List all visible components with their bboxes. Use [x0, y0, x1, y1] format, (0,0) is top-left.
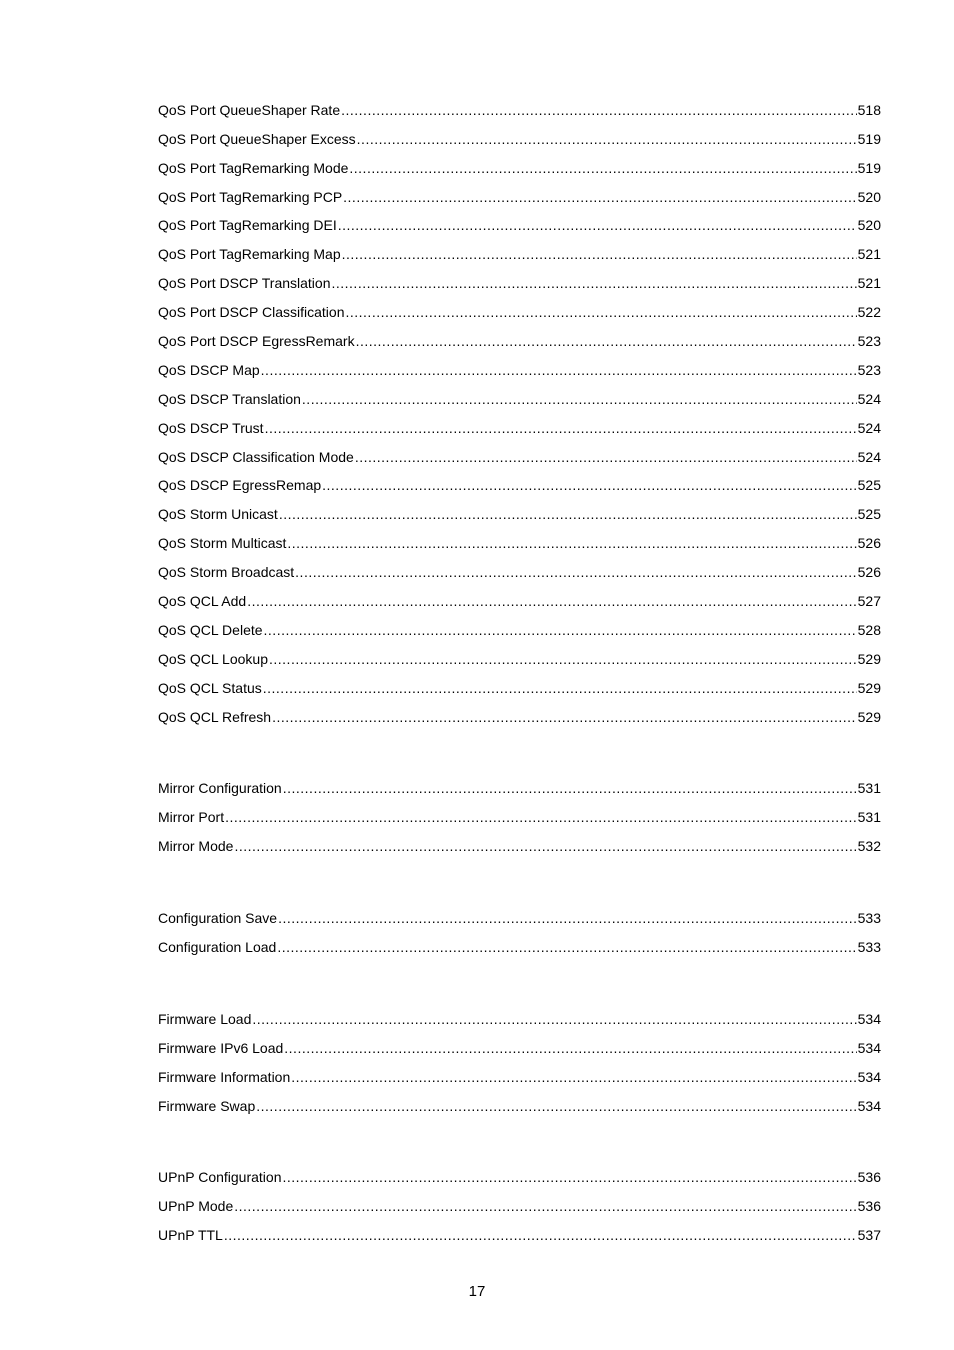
toc-entry-page-number: 519 [857, 159, 881, 176]
dot-leader [356, 333, 857, 349]
toc-entry-title: QoS DSCP EgressRemap [158, 477, 322, 494]
dot-leader [331, 275, 856, 291]
toc-entry-title: QoS Port TagRemarking Mode [158, 159, 349, 176]
toc-entry-page-number: 529 [857, 679, 881, 696]
toc-entry-page-number: 521 [857, 246, 881, 263]
toc-entry-title: Configuration Save [158, 909, 278, 926]
toc-entry-title: Mirror Configuration [158, 779, 282, 796]
toc-entry[interactable] [158, 233, 881, 262]
toc-entry[interactable] [158, 262, 881, 291]
toc-entry[interactable] [158, 522, 881, 551]
dot-leader [302, 391, 857, 407]
toc-entry[interactable] [158, 118, 881, 147]
toc-entry-title: UPnP Configuration [158, 1168, 282, 1185]
dot-leader [341, 102, 857, 118]
toc-entry[interactable] [158, 407, 881, 436]
toc-entry-page-number: 534 [857, 1039, 881, 1056]
toc-entry-page-number: 533 [857, 909, 881, 926]
toc-entry[interactable] [158, 897, 881, 926]
dot-leader [338, 217, 857, 233]
dot-leader [283, 780, 857, 796]
dot-leader [234, 838, 856, 854]
toc-entry-title: Firmware Swap [158, 1097, 256, 1114]
dot-leader [282, 1169, 856, 1185]
toc-entry-page-number: 520 [857, 188, 881, 205]
toc-entry[interactable] [158, 349, 881, 378]
toc-entry-page-number: 522 [857, 304, 881, 321]
dot-leader [252, 1011, 856, 1027]
toc-entry-title: UPnP Mode [158, 1197, 234, 1214]
toc-section-qos [158, 89, 881, 725]
toc-entry-page-number: 533 [857, 938, 881, 955]
toc-entry[interactable] [158, 89, 881, 118]
toc-entry-page-number: 527 [857, 593, 881, 610]
toc-entry-page-number: 536 [857, 1197, 881, 1214]
dot-leader [272, 709, 857, 725]
toc-entry[interactable] [158, 493, 881, 522]
toc-entry-title: Firmware IPv6 Load [158, 1039, 284, 1056]
toc-entry[interactable] [158, 1156, 881, 1185]
dot-leader [261, 362, 857, 378]
toc-entry-page-number: 524 [857, 419, 881, 436]
toc-entry-title: Firmware Load [158, 1010, 252, 1027]
toc-entry-page-number: 531 [857, 779, 881, 796]
dot-leader [269, 651, 857, 667]
toc-entry[interactable] [158, 378, 881, 407]
toc-entry-title: QoS QCL Add [158, 593, 247, 610]
dot-leader [263, 680, 857, 696]
dot-leader [357, 131, 857, 147]
toc-entry[interactable] [158, 926, 881, 955]
toc-entry[interactable] [158, 176, 881, 205]
toc-entry[interactable] [158, 638, 881, 667]
dot-leader [265, 420, 857, 436]
toc-entry-page-number: 532 [857, 837, 881, 854]
toc-entry-page-number: 521 [857, 275, 881, 292]
toc-entry-title: QoS Port QueueShaper Rate [158, 101, 341, 118]
toc-entry-page-number: 534 [857, 1068, 881, 1085]
toc-entry-title: QoS DSCP Trust [158, 419, 264, 436]
toc-entry[interactable] [158, 205, 881, 234]
dot-leader [355, 449, 857, 465]
toc-entry[interactable] [158, 1185, 881, 1214]
toc-entry-title: QoS QCL Status [158, 679, 262, 696]
toc-entry[interactable] [158, 436, 881, 465]
toc-entry[interactable] [158, 1085, 881, 1114]
dot-leader [278, 910, 857, 926]
dot-leader [284, 1040, 856, 1056]
toc-entry-title: UPnP TTL [158, 1226, 223, 1243]
dot-leader [277, 939, 856, 955]
toc-entry[interactable] [158, 667, 881, 696]
toc-entry-page-number: 537 [857, 1226, 881, 1243]
toc-entry[interactable] [158, 825, 881, 854]
dot-leader [295, 564, 856, 580]
toc-entry-page-number: 523 [857, 361, 881, 378]
toc-entry-title: QoS Port QueueShaper Excess [158, 130, 356, 147]
dot-leader [247, 593, 856, 609]
toc-entry[interactable] [158, 998, 881, 1027]
toc-section-configuration [158, 897, 881, 955]
toc-entry[interactable] [158, 465, 881, 494]
toc-entry[interactable] [158, 1056, 881, 1085]
toc-entry-page-number: 524 [857, 390, 881, 407]
toc-entry-title: QoS Storm Unicast [158, 506, 278, 523]
toc-entry-page-number: 534 [857, 1010, 881, 1027]
toc-entry-title: QoS Port DSCP Classification [158, 304, 345, 321]
dot-leader [225, 809, 857, 825]
dot-leader [342, 246, 857, 262]
toc-entry-title: QoS Storm Broadcast [158, 564, 295, 581]
toc-entry-page-number: 531 [857, 808, 881, 825]
toc-entry-title: QoS DSCP Map [158, 361, 260, 378]
dot-leader [234, 1198, 856, 1214]
toc-section-mirror [158, 767, 881, 854]
dot-leader [345, 304, 856, 320]
dot-leader [256, 1098, 856, 1114]
toc-section-firmware [158, 998, 881, 1114]
page-number: 17 [468, 1283, 486, 1300]
toc-entry-title: QoS DSCP Classification Mode [158, 448, 354, 465]
toc-entry-page-number: 524 [857, 448, 881, 465]
toc-entry-page-number: 525 [857, 506, 881, 523]
toc-entry[interactable] [158, 609, 881, 638]
dot-leader [287, 535, 856, 551]
toc-entry-page-number: 520 [857, 217, 881, 234]
dot-leader [349, 160, 856, 176]
dot-leader [343, 189, 856, 205]
toc-entry-title: QoS QCL Refresh [158, 708, 272, 725]
toc-entry-title: QoS Port DSCP EgressRemark [158, 333, 355, 350]
toc-entry[interactable] [158, 767, 881, 796]
toc-entry-title: QoS Storm Multicast [158, 535, 287, 552]
dot-leader [264, 622, 857, 638]
toc-entry-page-number: 534 [857, 1097, 881, 1114]
toc-entry[interactable] [158, 696, 881, 725]
toc-entry-page-number: 526 [857, 564, 881, 581]
toc-entry-title: QoS Port TagRemarking Map [158, 246, 341, 263]
toc-entry-page-number: 526 [857, 535, 881, 552]
toc-entry-title: QoS QCL Delete [158, 621, 263, 638]
toc-entry-title: QoS DSCP Translation [158, 390, 301, 407]
toc-entry[interactable] [158, 1214, 881, 1243]
toc-entry-page-number: 525 [857, 477, 881, 494]
toc-entry-title: Firmware Information [158, 1068, 291, 1085]
dot-leader [224, 1227, 857, 1243]
toc-entry[interactable] [158, 580, 881, 609]
toc-entry-title: QoS QCL Lookup [158, 650, 268, 667]
toc-entry-page-number: 528 [857, 621, 881, 638]
toc-entry-title: Mirror Mode [158, 837, 234, 854]
toc-entry-page-number: 536 [857, 1168, 881, 1185]
toc-section-upnp [158, 1156, 881, 1243]
dot-leader [279, 506, 857, 522]
toc-entry[interactable] [158, 147, 881, 176]
dot-leader [291, 1069, 856, 1085]
toc-entry[interactable] [158, 796, 881, 825]
toc-entry[interactable] [158, 1027, 881, 1056]
toc-entry-title: QoS Port TagRemarking PCP [158, 188, 343, 205]
toc-entry[interactable] [158, 551, 881, 580]
toc-entry-page-number: 529 [857, 650, 881, 667]
toc-entry-page-number: 518 [857, 101, 881, 118]
dot-leader [322, 477, 857, 493]
toc-entry-title: QoS Port DSCP Translation [158, 275, 331, 292]
toc-entry-page-number: 523 [857, 333, 881, 350]
toc-entry-page-number: 519 [857, 130, 881, 147]
toc-entry-title: Configuration Load [158, 938, 277, 955]
toc-entry[interactable] [158, 291, 881, 320]
toc-entry[interactable] [158, 320, 881, 349]
toc-entry-title: Mirror Port [158, 808, 225, 825]
toc-entry-page-number: 529 [857, 708, 881, 725]
toc-entry-title: QoS Port TagRemarking DEI [158, 217, 337, 234]
